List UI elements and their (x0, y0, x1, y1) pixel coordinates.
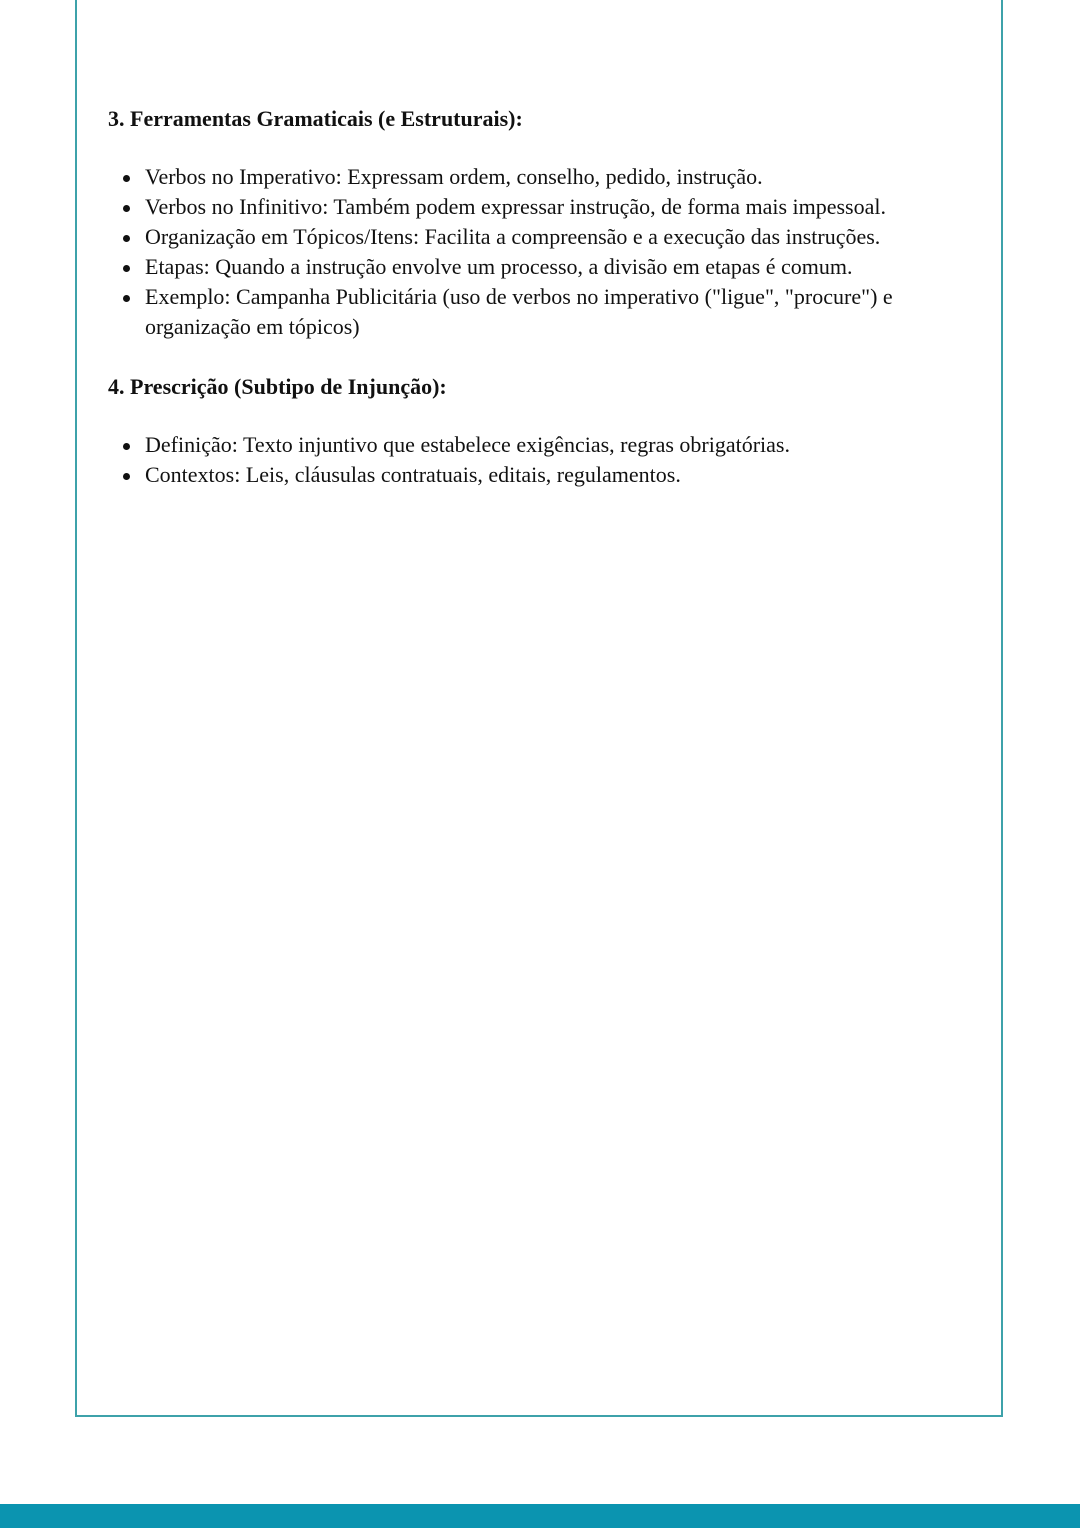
list-item: Verbos no Infinitivo: Também podem expressar instrução, de forma mais impessoal. (145, 192, 938, 222)
list-item: Contextos: Leis, cláusulas contratuais, editais, regulamentos. (145, 460, 938, 490)
list-item: Etapas: Quando a instrução envolve um processo, a divisão em etapas é comum. (145, 252, 938, 282)
list-item: Exemplo: Campanha Publicitária (uso de verbos no imperativo ("ligue", "procure") e organização em tópicos) (145, 282, 938, 342)
list-item: Organização em Tópicos/Itens: Facilita a compreensão e a execução das instruções. (145, 222, 938, 252)
list-item: Definição: Texto injuntivo que estabelece exigências, regras obrigatórias. (145, 430, 938, 460)
grammar-tools-list (108, 162, 938, 342)
list-item: Verbos no Imperativo: Expressam ordem, conselho, pedido, instrução. (145, 162, 938, 192)
footer-bar (0, 1504, 1080, 1528)
section-heading-prescription: 4. Prescrição (Subtipo de Injunção): (108, 374, 447, 399)
document-content (108, 104, 938, 520)
section-heading-grammar-tools: 3. Ferramentas Gramaticais (e Estruturais): (108, 106, 523, 131)
prescription-list (108, 430, 938, 490)
